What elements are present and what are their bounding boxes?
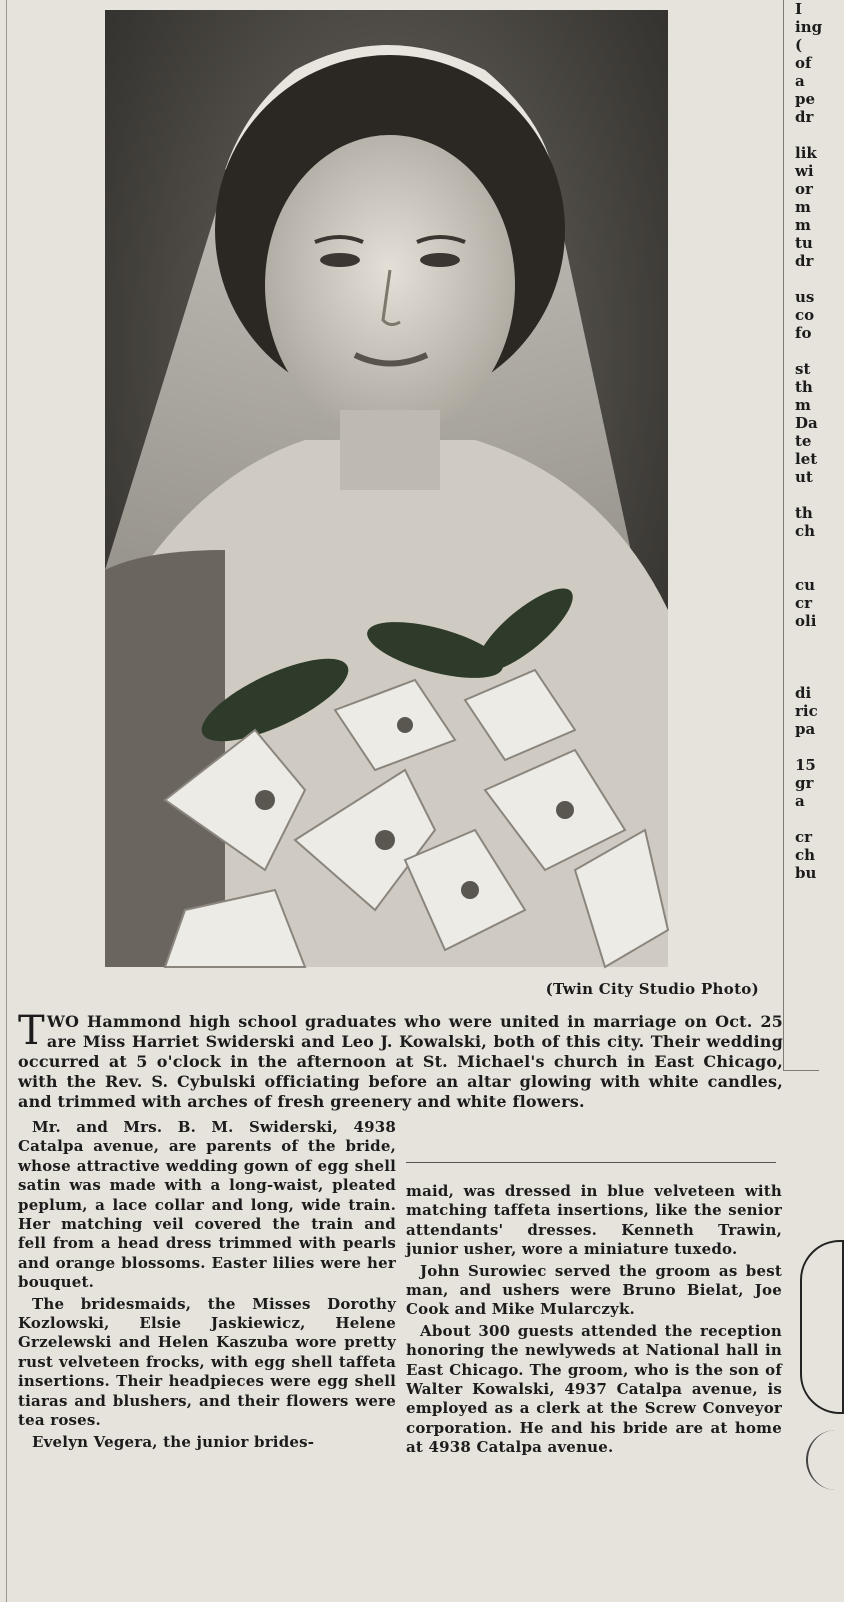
adjacent-column-fragment: oli [795,612,817,630]
adjacent-column-fragment [795,540,819,558]
adjacent-column-fragment: m [795,216,811,234]
adjacent-column-fragment [795,648,819,666]
adjacent-column-fragment: a [795,792,805,810]
adjacent-column-fragment: ut [795,468,813,486]
adjacent-column-fragment: 15 [795,756,816,774]
adjacent-column-fragment: bu [795,864,817,882]
adjacent-column-fragment: lik [795,144,817,162]
adjacent-column-fragments [795,0,823,1070]
article-lead-paragraph [18,1008,783,1112]
adjacent-column-fragment: cr [795,828,813,846]
adjacent-column-fragment: th [795,378,813,396]
adjacent-column-fragment: ch [795,522,816,540]
adjacent-column-fragment: st [795,360,811,378]
adjacent-column-fragment: fo [795,324,812,342]
adjacent-column-fragment: m [795,396,811,414]
article-paragraph: maid, was dressed in blue velveteen with matching taffeta insertions, like the senior attendants' dresses. Kenneth Trawin, junior usher, wore a miniature tuxedo. [406,1182,782,1259]
adjacent-column-fragment: a [795,72,805,90]
adjacent-column-fragment: let [795,450,818,468]
adjacent-column-fragment: te [795,432,812,450]
column-divider [783,0,784,1070]
adjacent-column-fragment: co [795,306,815,324]
adjacent-column-fragment: cu [795,576,816,594]
bride-portrait-photo [105,10,668,967]
adjacent-column-fragment: dr [795,108,814,126]
adjacent-ad-border [806,1430,838,1490]
adjacent-column-fragment: ( [795,36,803,54]
article-paragraph: Mr. and Mrs. B. M. Swiderski, 4938 Catalpa avenue, are parents of the bride, whose attractive wedding gown of egg shell satin was made with a long-waist, pleated peplum, a lace collar and long, wide train. Her matching veil covered the train and fell from a head dress trimmed with pearls and orange blossoms. Easter lilies were her bouquet. [18,1118,396,1292]
adjacent-column-fragment [795,738,819,756]
lead-text: WO Hammond high school graduates who were united in marriage on Oct. 25 are Miss Harriet Swiderski and Leo J. Kowalski, both of this city. Their wedding occurred at 5 o'clock in the afternoon at St. Michael's church in East Chicago, with the Rev. S. Cybulski officiating before an altar glowing with white candles, and trimmed with arches of fresh greenery and white flowers. [18,1012,783,1111]
adjacent-column-fragment: ch [795,846,816,864]
adjacent-column-fragment: pa [795,720,816,738]
adjacent-column-fragment [795,126,819,144]
adjacent-column-fragment [795,630,819,648]
adjacent-column-fragment: th [795,504,813,522]
adjacent-column-fragment: Da [795,414,818,432]
adjacent-column-fragment: or [795,180,813,198]
article-paragraph: John Surowiec served the groom as best man, and ushers were Bruno Bielat, Joe Cook and Mike Mularczyk. [406,1261,782,1319]
photo-credit: (Twin City Studio Photo) [545,980,759,998]
adjacent-column-fragment: of [795,54,812,72]
column-rule [406,1162,776,1163]
adjacent-column-fragment [795,486,819,504]
adjacent-column-fragment: wi [795,162,814,180]
adjacent-column-fragment: cr [795,594,813,612]
bride-portrait-illustration [105,10,668,967]
adjacent-column-fragment: dr [795,252,814,270]
article-left-column [18,1118,396,1454]
adjacent-column-fragment [795,342,819,360]
adjacent-column-fragment [795,810,819,828]
adjacent-column-fragment: pe [795,90,816,108]
adjacent-column-fragment: ric [795,702,818,720]
drop-cap: T [18,1008,45,1054]
article-paragraph: The bridesmaids, the Misses Dorothy Kozlowski, Elsie Jaskiewicz, Helene Grzelewski and Helen Kaszuba wore pretty rust velveteen frocks, with egg shell taffeta insertions. Their headpieces were egg shell tiaras and blushers, and their flowers were tea roses. [18,1294,396,1430]
adjacent-ad-border [800,1240,844,1414]
article-paragraph: Evelyn Vegera, the junior brides- [32,1432,315,1451]
adjacent-column-fragment: I [795,0,803,18]
adjacent-column-fragment: m [795,198,811,216]
adjacent-column-fragment [795,270,819,288]
column-divider-horizontal [783,1070,819,1071]
adjacent-column-fragment: us [795,288,815,306]
adjacent-column-fragment [795,666,819,684]
adjacent-column-fragment: gr [795,774,814,792]
adjacent-column-fragment: di [795,684,812,702]
article-right-column [406,1182,782,1460]
adjacent-column-fragment: tu [795,234,813,252]
adjacent-column-fragment [795,558,819,576]
page-left-rule [6,0,7,1602]
article-paragraph: About 300 guests attended the reception honoring the newlyweds at National hall in East Chicago. The groom, who is the son of Walter Kowalski, 4937 Catalpa avenue, is employed as a clerk at the Screw Conveyor corporation. He and his bride are at home at 4938 Catalpa avenue. [406,1321,782,1457]
adjacent-column-fragment: ing [795,18,823,36]
